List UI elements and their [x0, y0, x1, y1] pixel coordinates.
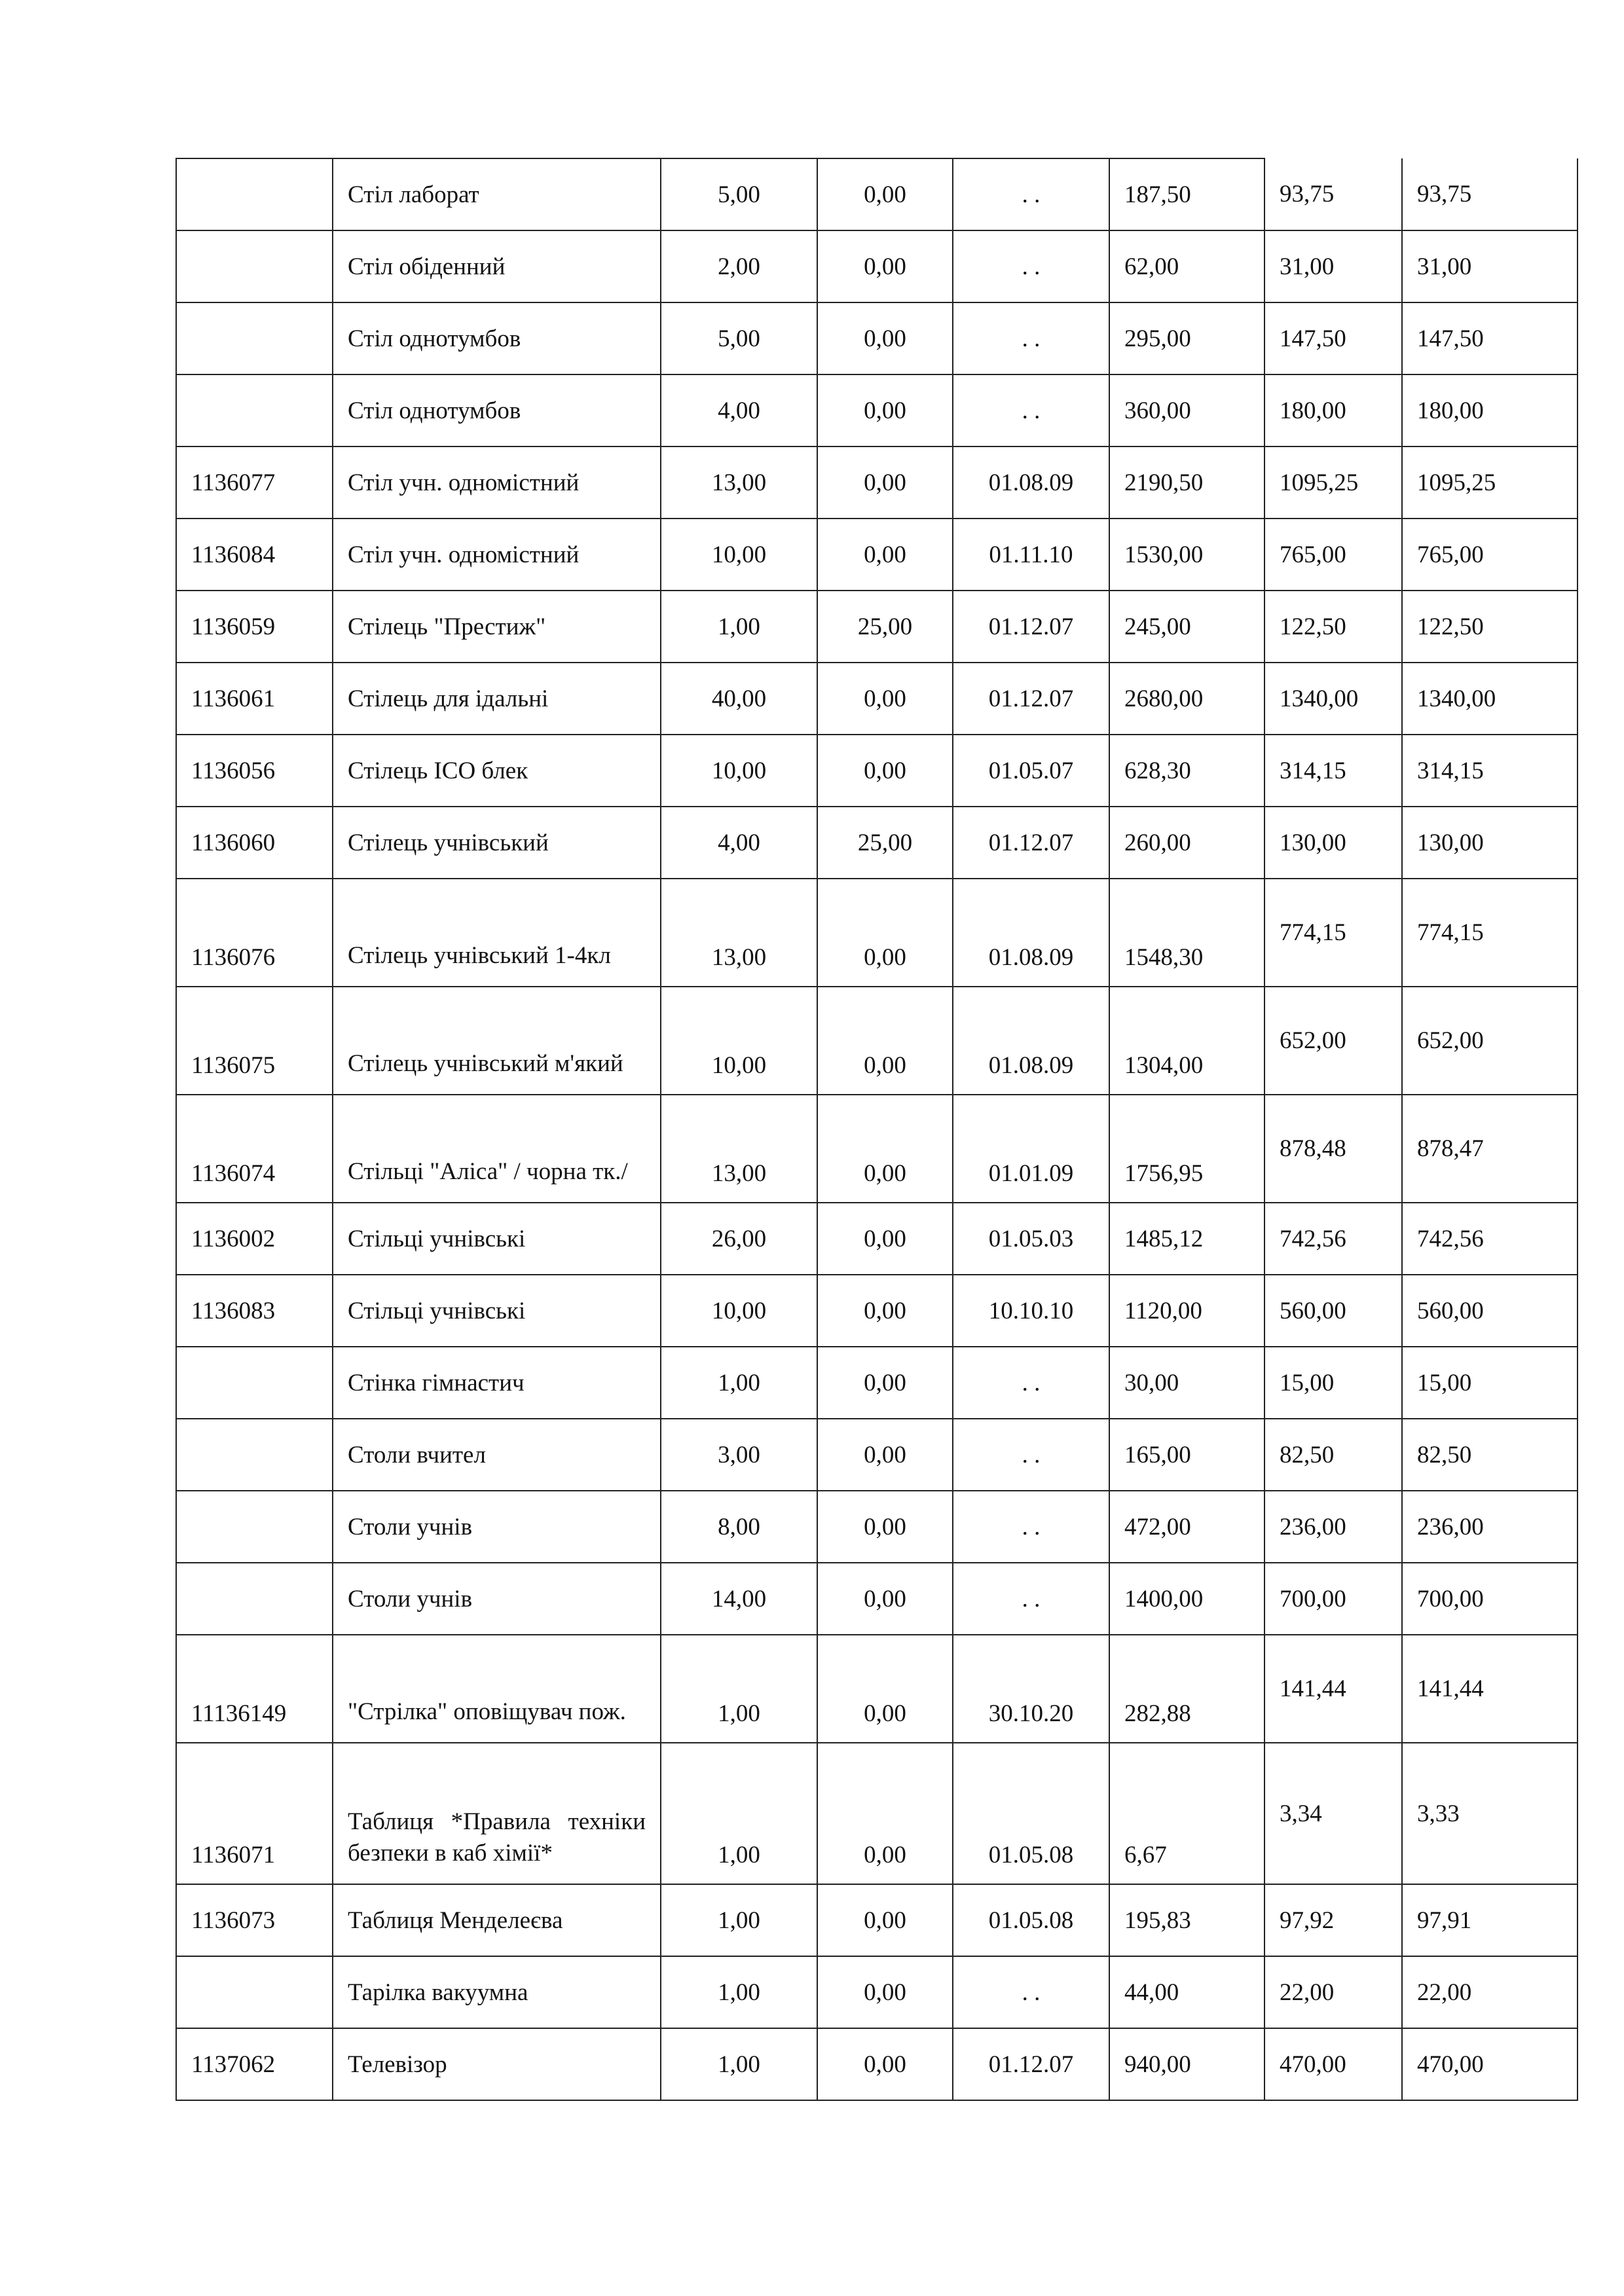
- cell-inventory-number: 1136060: [176, 807, 333, 879]
- cell-cost: 165,00: [1109, 1419, 1264, 1491]
- table-row: [176, 158, 1578, 230]
- table-row: [176, 446, 1578, 519]
- cell-date: 01.01.09: [953, 1095, 1109, 1203]
- table-row: [176, 1347, 1578, 1419]
- cell-cost: 30,00: [1109, 1347, 1264, 1419]
- cell-wear-percent: 0,00: [817, 2028, 953, 2100]
- cell-item-name: Столи учнів: [333, 1563, 661, 1635]
- cell-inventory-number: 1136076: [176, 879, 333, 987]
- cell-date: 01.12.07: [953, 663, 1109, 735]
- cell-inventory-number: 11136149: [176, 1635, 333, 1743]
- cell-residual-value: 141,44: [1402, 1635, 1578, 1743]
- cell-depreciation: 147,50: [1264, 302, 1402, 374]
- table-row: [176, 1743, 1578, 1884]
- cell-wear-percent: 25,00: [817, 591, 953, 663]
- cell-item-name: Стіл учн. одномістний: [333, 519, 661, 591]
- cell-quantity: 10,00: [661, 1275, 817, 1347]
- cell-wear-percent: 0,00: [817, 158, 953, 230]
- cell-depreciation: 3,34: [1264, 1743, 1402, 1884]
- cell-cost: 62,00: [1109, 230, 1264, 302]
- cell-quantity: 8,00: [661, 1491, 817, 1563]
- table-row: [176, 1095, 1578, 1203]
- inventory-table: [175, 158, 1578, 2101]
- cell-residual-value: 15,00: [1402, 1347, 1578, 1419]
- cell-quantity: 1,00: [661, 1884, 817, 1956]
- cell-date: . .: [953, 158, 1109, 230]
- cell-item-name: Стільці учнівські: [333, 1203, 661, 1275]
- table-row: [176, 374, 1578, 446]
- cell-depreciation: 470,00: [1264, 2028, 1402, 2100]
- cell-wear-percent: 0,00: [817, 987, 953, 1095]
- cell-date: . .: [953, 302, 1109, 374]
- cell-date: . .: [953, 1347, 1109, 1419]
- cell-cost: 195,83: [1109, 1884, 1264, 1956]
- cell-date: 10.10.10: [953, 1275, 1109, 1347]
- cell-wear-percent: 0,00: [817, 1203, 953, 1275]
- cell-quantity: 4,00: [661, 807, 817, 879]
- cell-item-name: "Стрілка" оповіщувач пож.: [333, 1635, 661, 1743]
- cell-item-name: Стіл лаборат: [333, 158, 661, 230]
- cell-inventory-number: 1136056: [176, 735, 333, 807]
- table-row: [176, 807, 1578, 879]
- cell-cost: 1304,00: [1109, 987, 1264, 1095]
- cell-depreciation: 15,00: [1264, 1347, 1402, 1419]
- cell-depreciation: 82,50: [1264, 1419, 1402, 1491]
- cell-wear-percent: 0,00: [817, 230, 953, 302]
- cell-quantity: 10,00: [661, 735, 817, 807]
- cell-quantity: 3,00: [661, 1419, 817, 1491]
- table-row: [176, 1491, 1578, 1563]
- cell-inventory-number: [176, 230, 333, 302]
- cell-inventory-number: 1136071: [176, 1743, 333, 1884]
- table-row: [176, 591, 1578, 663]
- cell-inventory-number: 1136074: [176, 1095, 333, 1203]
- cell-inventory-number: [176, 1347, 333, 1419]
- cell-quantity: 10,00: [661, 519, 817, 591]
- cell-depreciation: 31,00: [1264, 230, 1402, 302]
- cell-residual-value: 22,00: [1402, 1956, 1578, 2028]
- cell-depreciation: 774,15: [1264, 879, 1402, 987]
- cell-item-name: Стільці учнівські: [333, 1275, 661, 1347]
- cell-cost: 44,00: [1109, 1956, 1264, 2028]
- table-row: [176, 1203, 1578, 1275]
- cell-depreciation: 141,44: [1264, 1635, 1402, 1743]
- cell-quantity: 2,00: [661, 230, 817, 302]
- cell-inventory-number: 1136084: [176, 519, 333, 591]
- cell-date: 01.08.09: [953, 446, 1109, 519]
- cell-residual-value: 122,50: [1402, 591, 1578, 663]
- table-row: [176, 302, 1578, 374]
- cell-residual-value: 82,50: [1402, 1419, 1578, 1491]
- cell-quantity: 1,00: [661, 1347, 817, 1419]
- cell-depreciation: 700,00: [1264, 1563, 1402, 1635]
- cell-date: 01.05.03: [953, 1203, 1109, 1275]
- table-row: [176, 1275, 1578, 1347]
- cell-cost: 1756,95: [1109, 1095, 1264, 1203]
- cell-cost: 360,00: [1109, 374, 1264, 446]
- cell-depreciation: 93,75: [1264, 158, 1402, 230]
- cell-inventory-number: [176, 1491, 333, 1563]
- cell-cost: 187,50: [1109, 158, 1264, 230]
- cell-date: 01.08.09: [953, 987, 1109, 1095]
- cell-wear-percent: 25,00: [817, 807, 953, 879]
- cell-date: 30.10.20: [953, 1635, 1109, 1743]
- cell-quantity: 13,00: [661, 1095, 817, 1203]
- cell-depreciation: 314,15: [1264, 735, 1402, 807]
- cell-depreciation: 652,00: [1264, 987, 1402, 1095]
- cell-residual-value: 180,00: [1402, 374, 1578, 446]
- cell-date: 01.08.09: [953, 879, 1109, 987]
- cell-depreciation: 236,00: [1264, 1491, 1402, 1563]
- cell-residual-value: 774,15: [1402, 879, 1578, 987]
- cell-date: 01.12.07: [953, 591, 1109, 663]
- table-row: [176, 879, 1578, 987]
- cell-quantity: 26,00: [661, 1203, 817, 1275]
- cell-inventory-number: 1136061: [176, 663, 333, 735]
- cell-inventory-number: [176, 1563, 333, 1635]
- cell-cost: 472,00: [1109, 1491, 1264, 1563]
- cell-cost: 295,00: [1109, 302, 1264, 374]
- cell-inventory-number: 1137062: [176, 2028, 333, 2100]
- cell-date: . .: [953, 1563, 1109, 1635]
- cell-inventory-number: 1136073: [176, 1884, 333, 1956]
- cell-quantity: 1,00: [661, 1956, 817, 2028]
- cell-inventory-number: 1136083: [176, 1275, 333, 1347]
- table-row: [176, 1563, 1578, 1635]
- cell-quantity: 1,00: [661, 591, 817, 663]
- cell-item-name: Стіл обіденний: [333, 230, 661, 302]
- cell-wear-percent: 0,00: [817, 1347, 953, 1419]
- cell-cost: 1530,00: [1109, 519, 1264, 591]
- cell-item-name: Тарілка вакуумна: [333, 1956, 661, 2028]
- cell-cost: 245,00: [1109, 591, 1264, 663]
- cell-item-name: Стінка гімнастич: [333, 1347, 661, 1419]
- cell-depreciation: 130,00: [1264, 807, 1402, 879]
- cell-item-name: Стілець "Престиж": [333, 591, 661, 663]
- cell-wear-percent: 0,00: [817, 1491, 953, 1563]
- cell-quantity: 4,00: [661, 374, 817, 446]
- cell-depreciation: 97,92: [1264, 1884, 1402, 1956]
- cell-inventory-number: [176, 158, 333, 230]
- cell-item-name: Таблиця Менделеєва: [333, 1884, 661, 1956]
- cell-date: 01.12.07: [953, 807, 1109, 879]
- cell-quantity: 1,00: [661, 1635, 817, 1743]
- cell-date: . .: [953, 230, 1109, 302]
- cell-inventory-number: [176, 1419, 333, 1491]
- cell-date: 01.05.08: [953, 1884, 1109, 1956]
- cell-depreciation: 1095,25: [1264, 446, 1402, 519]
- cell-depreciation: 742,56: [1264, 1203, 1402, 1275]
- cell-quantity: 10,00: [661, 987, 817, 1095]
- cell-quantity: 1,00: [661, 1743, 817, 1884]
- cell-depreciation: 560,00: [1264, 1275, 1402, 1347]
- cell-wear-percent: 0,00: [817, 1563, 953, 1635]
- table-row: [176, 1956, 1578, 2028]
- cell-residual-value: 470,00: [1402, 2028, 1578, 2100]
- cell-item-name: Стілець учнівський: [333, 807, 661, 879]
- cell-inventory-number: [176, 1956, 333, 2028]
- cell-residual-value: 652,00: [1402, 987, 1578, 1095]
- cell-residual-value: 31,00: [1402, 230, 1578, 302]
- cell-date: . .: [953, 1956, 1109, 2028]
- cell-cost: 2680,00: [1109, 663, 1264, 735]
- cell-date: 01.05.07: [953, 735, 1109, 807]
- cell-item-name: Таблиця *Правила техніки безпеки в каб хімії*: [333, 1743, 661, 1884]
- cell-item-name: Стіл однотумбов: [333, 374, 661, 446]
- cell-date: 01.12.07: [953, 2028, 1109, 2100]
- cell-cost: 260,00: [1109, 807, 1264, 879]
- cell-item-name: Стільці "Аліса" / чорна тк./: [333, 1095, 661, 1203]
- cell-residual-value: 3,33: [1402, 1743, 1578, 1884]
- cell-depreciation: 122,50: [1264, 591, 1402, 663]
- cell-wear-percent: 0,00: [817, 1884, 953, 1956]
- cell-cost: 628,30: [1109, 735, 1264, 807]
- table-row: [176, 663, 1578, 735]
- cell-wear-percent: 0,00: [817, 302, 953, 374]
- cell-inventory-number: 1136077: [176, 446, 333, 519]
- cell-quantity: 14,00: [661, 1563, 817, 1635]
- cell-residual-value: 1340,00: [1402, 663, 1578, 735]
- cell-residual-value: 742,56: [1402, 1203, 1578, 1275]
- cell-wear-percent: 0,00: [817, 1743, 953, 1884]
- table-row: [176, 230, 1578, 302]
- cell-item-name: Телевізор: [333, 2028, 661, 2100]
- cell-depreciation: 22,00: [1264, 1956, 1402, 2028]
- table-row: [176, 519, 1578, 591]
- cell-wear-percent: 0,00: [817, 1419, 953, 1491]
- cell-residual-value: 1095,25: [1402, 446, 1578, 519]
- cell-cost: 1120,00: [1109, 1275, 1264, 1347]
- cell-item-name: Столи учнів: [333, 1491, 661, 1563]
- cell-cost: 2190,50: [1109, 446, 1264, 519]
- cell-date: 01.11.10: [953, 519, 1109, 591]
- cell-wear-percent: 0,00: [817, 1956, 953, 2028]
- cell-quantity: 13,00: [661, 446, 817, 519]
- cell-residual-value: 93,75: [1402, 158, 1578, 230]
- cell-quantity: 13,00: [661, 879, 817, 987]
- cell-item-name: Стілець ІСО блек: [333, 735, 661, 807]
- cell-wear-percent: 0,00: [817, 1635, 953, 1743]
- cell-depreciation: 765,00: [1264, 519, 1402, 591]
- table-row: [176, 2028, 1578, 2100]
- cell-date: . .: [953, 1419, 1109, 1491]
- cell-date: 01.05.08: [953, 1743, 1109, 1884]
- table-row: [176, 1419, 1578, 1491]
- cell-wear-percent: 0,00: [817, 374, 953, 446]
- cell-item-name: Столи вчител: [333, 1419, 661, 1491]
- cell-date: . .: [953, 1491, 1109, 1563]
- cell-cost: 282,88: [1109, 1635, 1264, 1743]
- cell-cost: 1548,30: [1109, 879, 1264, 987]
- cell-residual-value: 560,00: [1402, 1275, 1578, 1347]
- cell-residual-value: 700,00: [1402, 1563, 1578, 1635]
- cell-cost: 940,00: [1109, 2028, 1264, 2100]
- cell-residual-value: 130,00: [1402, 807, 1578, 879]
- cell-quantity: 40,00: [661, 663, 817, 735]
- cell-depreciation: 180,00: [1264, 374, 1402, 446]
- cell-cost: 1400,00: [1109, 1563, 1264, 1635]
- cell-wear-percent: 0,00: [817, 446, 953, 519]
- cell-inventory-number: [176, 374, 333, 446]
- cell-inventory-number: 1136002: [176, 1203, 333, 1275]
- table-row: [176, 1884, 1578, 1956]
- cell-item-name: Стілець для ідальні: [333, 663, 661, 735]
- cell-inventory-number: 1136059: [176, 591, 333, 663]
- cell-item-name: Стілець учнівський 1-4кл: [333, 879, 661, 987]
- cell-inventory-number: [176, 302, 333, 374]
- cell-depreciation: 1340,00: [1264, 663, 1402, 735]
- cell-wear-percent: 0,00: [817, 1275, 953, 1347]
- cell-residual-value: 236,00: [1402, 1491, 1578, 1563]
- cell-quantity: 5,00: [661, 158, 817, 230]
- cell-item-name: Стілець учнівський м'який: [333, 987, 661, 1095]
- cell-residual-value: 765,00: [1402, 519, 1578, 591]
- table-row: [176, 987, 1578, 1095]
- cell-residual-value: 314,15: [1402, 735, 1578, 807]
- cell-residual-value: 147,50: [1402, 302, 1578, 374]
- cell-residual-value: 97,91: [1402, 1884, 1578, 1956]
- table-row: [176, 1635, 1578, 1743]
- cell-wear-percent: 0,00: [817, 519, 953, 591]
- cell-cost: 1485,12: [1109, 1203, 1264, 1275]
- cell-date: . .: [953, 374, 1109, 446]
- cell-quantity: 5,00: [661, 302, 817, 374]
- cell-wear-percent: 0,00: [817, 1095, 953, 1203]
- cell-item-name: Стіл учн. одномістний: [333, 446, 661, 519]
- cell-wear-percent: 0,00: [817, 735, 953, 807]
- cell-quantity: 1,00: [661, 2028, 817, 2100]
- cell-item-name: Стіл однотумбов: [333, 302, 661, 374]
- cell-residual-value: 878,47: [1402, 1095, 1578, 1203]
- table-row: [176, 735, 1578, 807]
- cell-cost: 6,67: [1109, 1743, 1264, 1884]
- cell-depreciation: 878,48: [1264, 1095, 1402, 1203]
- cell-wear-percent: 0,00: [817, 879, 953, 987]
- cell-inventory-number: 1136075: [176, 987, 333, 1095]
- cell-wear-percent: 0,00: [817, 663, 953, 735]
